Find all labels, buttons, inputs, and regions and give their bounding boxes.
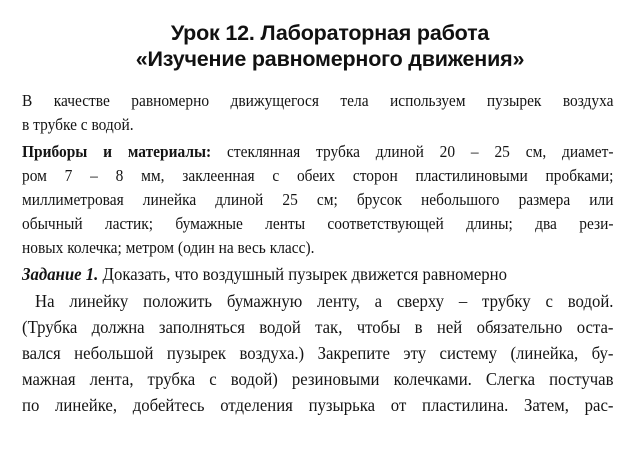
equipment-line-3: миллиметровая линейка длиной 25 см; брусок небольшого размера или (22, 190, 614, 209)
task-1-line-4: мажная лента, трубка с водой) резиновыми колечками. Слегка постучав (22, 369, 614, 389)
task-1-label: Задание 1. (22, 264, 99, 284)
intro-line-1: В качестве равномерно движущегося тела используем пузырек воздуха (22, 91, 614, 110)
intro-line-2: в трубке с водой. (22, 115, 134, 134)
task-1-line-3: вался небольшой пузырек воздуха.) Закрепите эту систему (линейка, бу- (22, 343, 614, 363)
lesson-title: Урок 12. Лабораторная работа (170, 21, 490, 45)
lesson-subtitle: «Изучение равномерного движения» (135, 47, 525, 71)
task-1-line-1: На линейку положить бумажную ленту, а сверху – трубку с водой. (35, 291, 614, 311)
task-1-line-5: по линейке, добейтесь отделения пузырька от пластилина. Затем, рас- (22, 395, 614, 415)
task-1-goal: Доказать, что воздушный пузырек движется равномерно (98, 264, 507, 284)
task-1-line-2: (Трубка должна заполняться водой так, чтобы в ней обязательно оста- (22, 317, 614, 337)
equipment-line-5: новых колечка; метром (один на весь класс). (22, 238, 315, 257)
task-1-heading (22, 262, 613, 286)
equipment-text: стеклянная трубка длиной 20 – 25 см, диамет- (211, 142, 614, 161)
equipment-line-4: обычный ластик; бумажные ленты соответствующей длины; два рези- (22, 214, 614, 233)
equipment-line-1 (22, 140, 613, 164)
equipment-label: Приборы и материалы: (22, 142, 212, 161)
equipment-line-2: ром 7 – 8 мм, заклеенная с обеих сторон пластилиновыми пробками; (22, 166, 614, 185)
